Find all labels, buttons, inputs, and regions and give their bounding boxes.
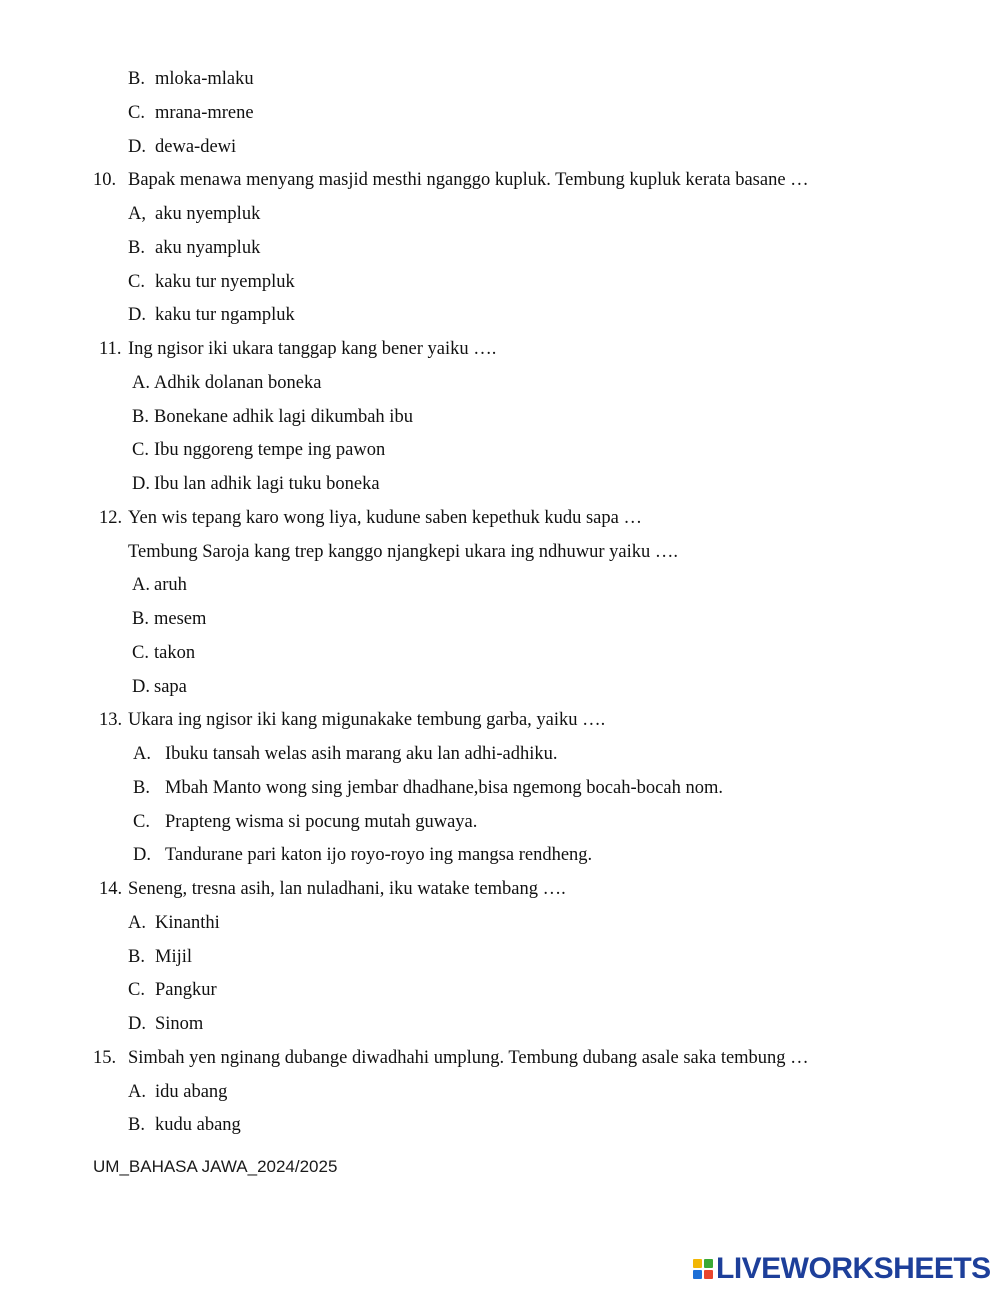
option-text: aruh bbox=[154, 575, 187, 595]
option-text: Tandurane pari katon ijo royo-royo ing mangsa rendheng. bbox=[165, 845, 593, 865]
option-text: mloka-mlaku bbox=[155, 69, 254, 89]
option-text: idu abang bbox=[155, 1082, 228, 1102]
question-text: Yen wis tepang karo wong liya, kudune saben kepethuk kudu sapa … bbox=[128, 508, 642, 528]
logo-square-1 bbox=[693, 1259, 702, 1268]
option-letter: C. bbox=[132, 643, 149, 663]
option-letter: B. bbox=[128, 69, 145, 89]
question-number: 14. bbox=[99, 879, 123, 899]
logo-square-2 bbox=[704, 1259, 713, 1268]
option-letter: C. bbox=[133, 812, 150, 832]
option-letter: D. bbox=[132, 474, 150, 494]
question-text: Ukara ing ngisor iki kang migunakake tembung garba, yaiku …. bbox=[128, 710, 606, 730]
option-text: Ibuku tansah welas asih marang aku lan adhi-adhiku. bbox=[165, 744, 558, 764]
option-letter: A. bbox=[128, 1082, 146, 1102]
option-letter: B. bbox=[128, 238, 145, 258]
question-text: Bapak menawa menyang masjid mesthi nganggo kupluk. Tembung kupluk kerata basane … bbox=[128, 170, 809, 190]
option-text: Mijil bbox=[155, 947, 193, 967]
question-number: 15. bbox=[93, 1048, 117, 1068]
option-text: kaku tur ngampluk bbox=[155, 305, 295, 325]
question-number: 13. bbox=[99, 710, 123, 730]
question-continuation: Tembung Saroja kang trep kanggo njangkepi ukara ing ndhuwur yaiku …. bbox=[128, 542, 678, 562]
option-letter: D. bbox=[133, 845, 151, 865]
option-letter: C. bbox=[128, 980, 145, 1000]
option-text: kudu abang bbox=[155, 1115, 241, 1135]
question-number: 12. bbox=[99, 508, 123, 528]
brand-name: LIVEWORKSHEETS bbox=[716, 1252, 991, 1285]
option-letter: C. bbox=[132, 440, 149, 460]
option-letter: B. bbox=[128, 947, 145, 967]
option-text: Pangkur bbox=[155, 980, 217, 1000]
question-text: Seneng, tresna asih, lan nuladhani, iku watake tembang …. bbox=[128, 879, 566, 899]
option-text: Bonekane adhik lagi dikumbah ibu bbox=[154, 407, 413, 427]
option-text: Adhik dolanan boneka bbox=[154, 373, 322, 393]
option-text: takon bbox=[154, 643, 196, 663]
question-number: 10. bbox=[93, 170, 117, 190]
option-letter: D. bbox=[132, 677, 150, 697]
option-letter: A. bbox=[128, 913, 146, 933]
option-text: Kinanthi bbox=[155, 913, 220, 933]
option-text: Ibu nggoreng tempe ing pawon bbox=[154, 440, 386, 460]
option-text: dewa-dewi bbox=[155, 137, 237, 157]
option-text: mrana-mrene bbox=[155, 103, 254, 123]
option-letter: C. bbox=[128, 103, 145, 123]
option-text: Prapteng wisma si pocung mutah guwaya. bbox=[165, 812, 478, 832]
liveworksheets-logo-icon bbox=[693, 1259, 713, 1279]
option-letter: B. bbox=[128, 1115, 145, 1135]
option-letter: B. bbox=[132, 407, 149, 427]
option-text: Mbah Manto wong sing jembar dhadhane,bisa ngemong bocah-bocah nom. bbox=[165, 778, 723, 798]
question-text: Simbah yen nginang dubange diwadhahi umplung. Tembung dubang asale saka tembung … bbox=[128, 1048, 809, 1068]
option-letter: B. bbox=[132, 609, 149, 629]
option-letter: D. bbox=[128, 305, 146, 325]
question-text: Ing ngisor iki ukara tanggap kang bener yaiku …. bbox=[128, 339, 497, 359]
option-text: aku nyempluk bbox=[155, 204, 261, 224]
option-letter: C. bbox=[128, 272, 145, 292]
option-text: Ibu lan adhik lagi tuku boneka bbox=[154, 474, 380, 494]
option-letter: A. bbox=[133, 744, 151, 764]
option-letter: D. bbox=[128, 1014, 146, 1034]
option-text: aku nyampluk bbox=[155, 238, 261, 258]
option-text: mesem bbox=[154, 609, 207, 629]
logo-square-3 bbox=[693, 1270, 702, 1279]
option-letter: A. bbox=[132, 373, 150, 393]
question-number: 11. bbox=[99, 339, 122, 359]
option-text: sapa bbox=[154, 677, 187, 697]
logo-square-4 bbox=[704, 1270, 713, 1279]
option-letter: D. bbox=[128, 137, 146, 157]
liveworksheets-brand bbox=[693, 1252, 991, 1286]
option-letter: A. bbox=[132, 575, 150, 595]
option-letter: B. bbox=[133, 778, 150, 798]
option-letter: A, bbox=[128, 204, 146, 224]
footer-doc-code: UM_BAHASA JAWA_2024/2025 bbox=[93, 1157, 338, 1176]
option-text: Sinom bbox=[155, 1014, 204, 1034]
option-text: kaku tur nyempluk bbox=[155, 272, 295, 292]
